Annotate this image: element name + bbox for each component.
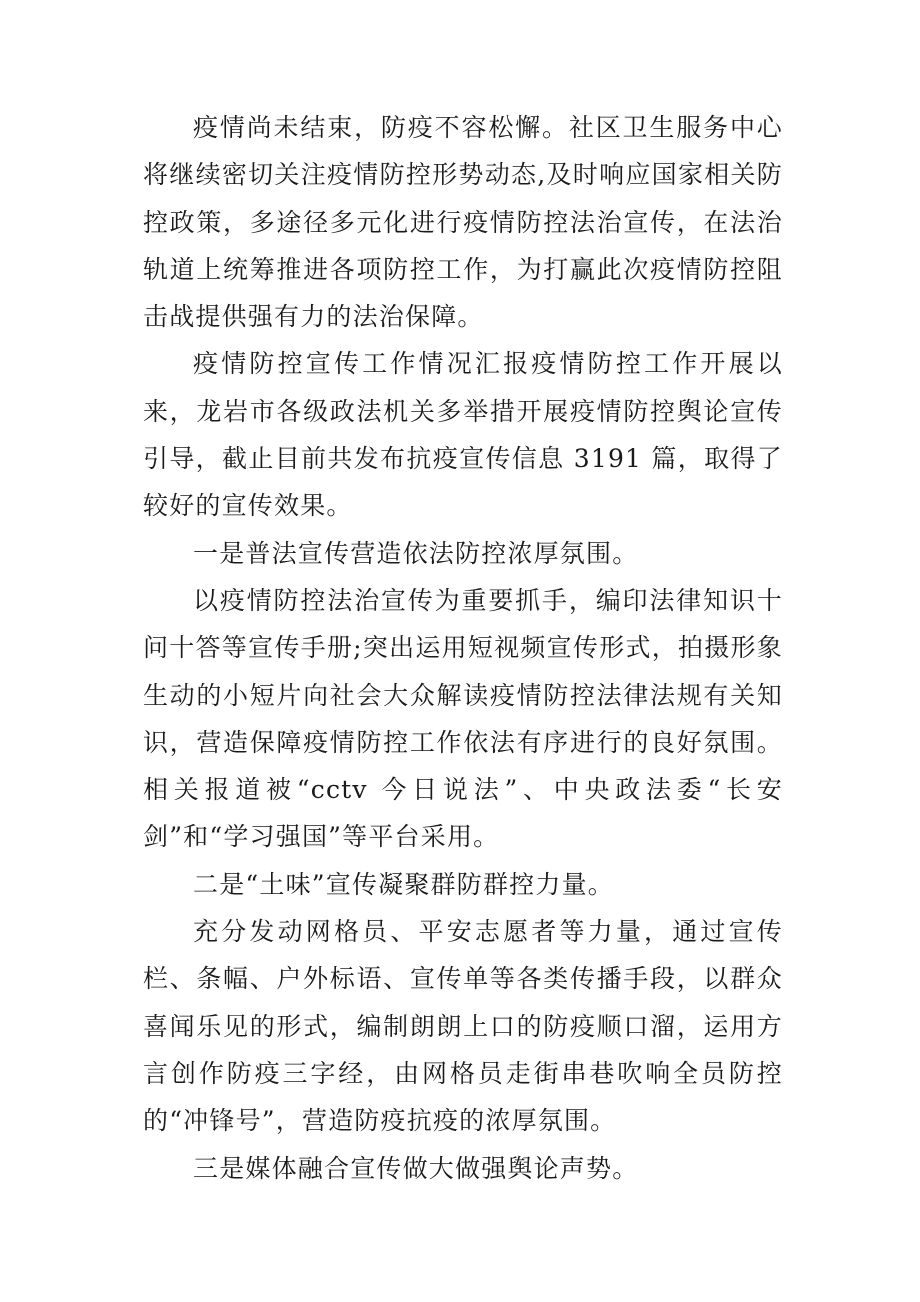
document-body (143, 104, 783, 1192)
section-heading-1: 一是普法宣传营造依法防控浓厚氛围。 (193, 538, 639, 568)
paragraph-section-2: 充分发动网格员、平安志愿者等力量，通过宣传栏、条幅、户外标语、宣传单等各类传播手段，以群众喜闻乐见的形式，编制朗朗上口的防疫顺口溜，运用方言创作防疫三字经，由网格员走街串巷吹响全员防控的“冲锋号”，营造防疫抗疫的浓厚氛围。 (143, 917, 783, 1136)
section-heading-3: 三是媒体融合宣传做大做强舆论声势。 (193, 1153, 639, 1183)
paragraph-closing-remarks: 疫情尚未结束，防疫不容松懈。社区卫生服务中心将继续密切关注疫情防控形势动态,及时响应国家相关防控政策，多途径多元化进行疫情防控法治宣传，在法治轨道上统筹推进各项防控工作，为打赢此次疫情防控阻击战提供强有力的法治保障。 (143, 113, 783, 332)
section-heading-2: 二是“土味”宣传凝聚群防群控力量。 (193, 869, 614, 899)
paragraph-report-intro: 疫情防控宣传工作情况汇报疫情防控工作开展以来，龙岩市各级政法机关多举措开展疫情防控舆论宣传引导，截止目前共发布抗疫宣传信息 3191 篇，取得了较好的宣传效果。 (143, 349, 783, 521)
paragraph-section-1: 以疫情防控法治宣传为重要抓手，编印法律知识十问十答等宣传手册;突出运用短视频宣传形式，拍摄形象生动的小短片向社会大众解读疫情防控法律法规有关知识，营造保障疫情防控工作依法有序进行的良好氛围。相关报道被“cctv 今日说法”、中央政法委“长安剑”和“学习强国”等平台采用。 (143, 585, 783, 852)
